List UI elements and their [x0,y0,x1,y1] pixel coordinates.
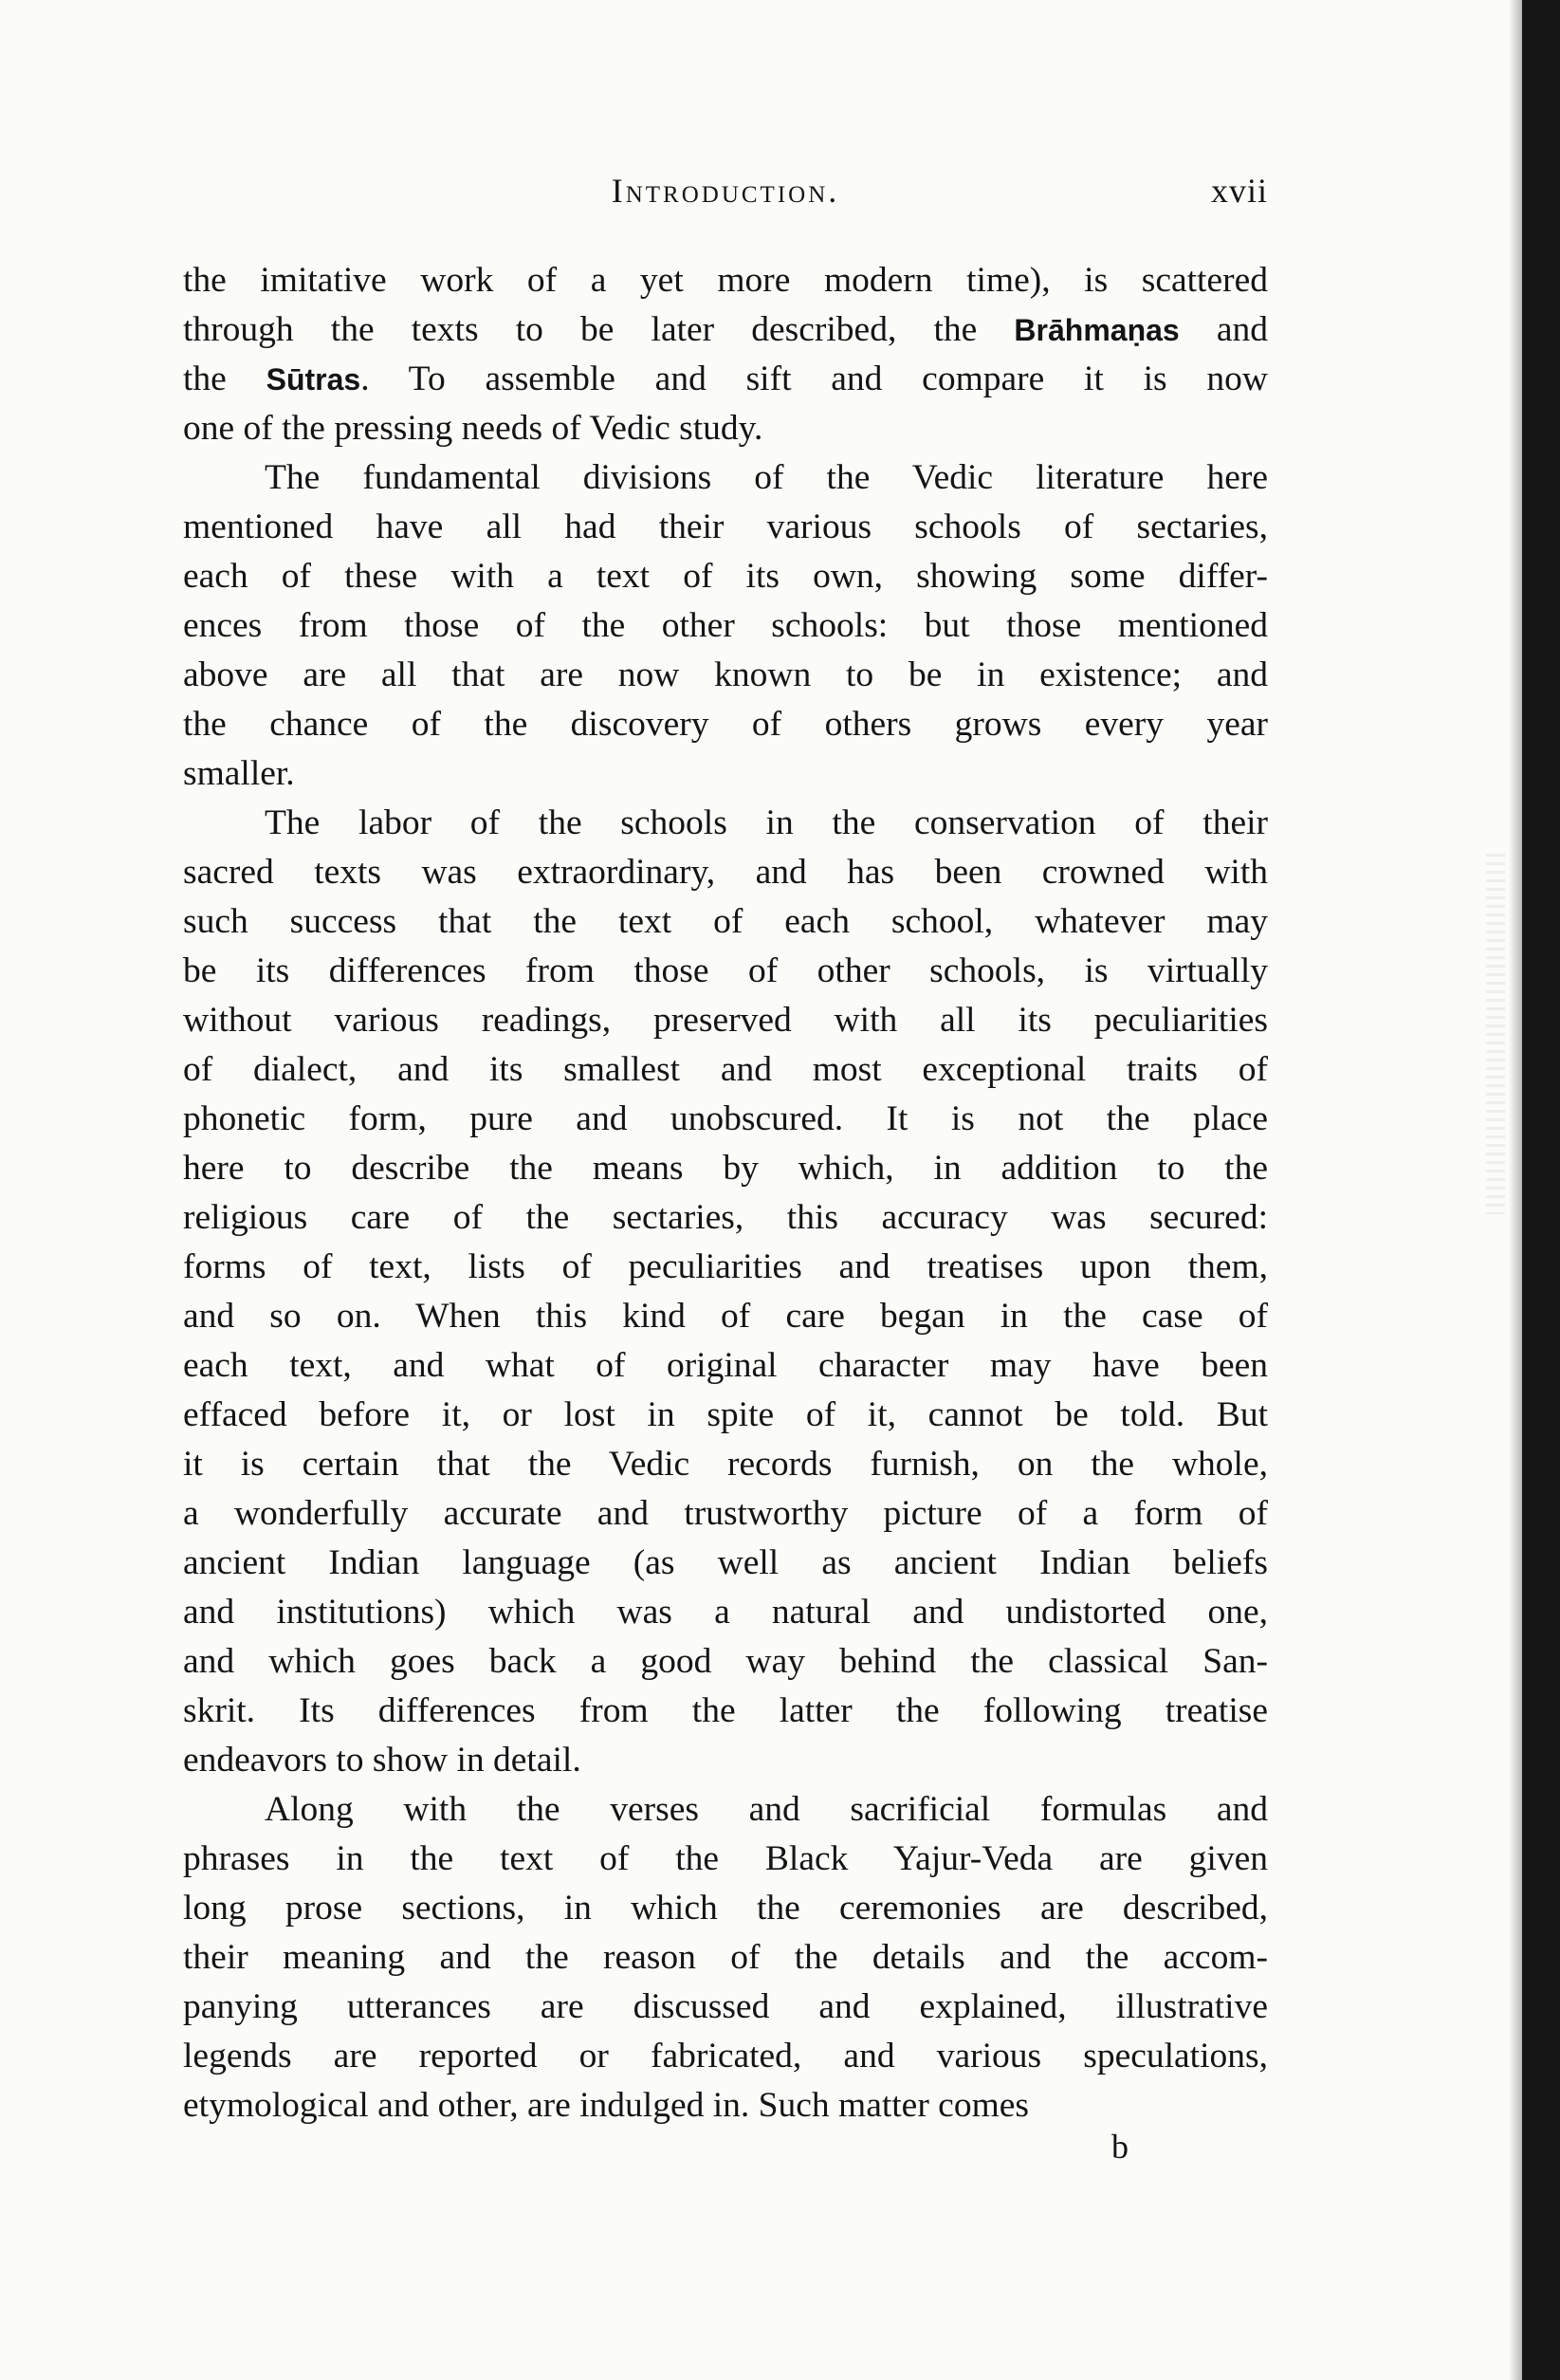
text-line: legends are reported or fabricated, and various speculations, [183,2037,1268,2076]
text-line: ancient Indian language (as well as ancient Indian beliefs [183,1543,1268,1582]
text-line: and institutions) which was a natural and undistorted one, [183,1593,1268,1632]
text-line: etymological and other, are indulged in. Such matter comes [183,2086,1029,2125]
text-line: be its differences from those of other schools, is virtually [183,951,1268,990]
page-edge [1522,0,1560,2380]
text-line: each text, and what of original character may have been [183,1346,1268,1385]
running-head [183,171,1268,218]
text-line: endeavors to show in detail. [183,1741,581,1780]
text-line: such success that the text of each school, whatever may [183,902,1268,941]
text-line: through the texts to be later described, the Brāhmaṇas and [183,310,1268,349]
text-line: and which goes back a good way behind the classical San- [183,1642,1268,1681]
text-line: forms of text, lists of peculiarities and treatises upon them, [183,1247,1268,1286]
text-line: the Sūtras. To assemble and sift and compare it is now [183,360,1268,398]
text-line: effaced before it, or lost in spite of it, cannot be told. But [183,1395,1268,1434]
scan-noise [1486,854,1505,1214]
text-line: ences from those of the other schools: but those mentioned [183,606,1268,645]
text-line: each of these with a text of its own, showing some differ- [183,557,1268,596]
text-line: the chance of the discovery of others grows every year [183,705,1268,744]
text-line: Along with the verses and sacrificial formulas and [265,1790,1268,1829]
text-line: mentioned have all had their various schools of sectaries, [183,507,1268,546]
text-line: their meaning and the reason of the details and the accom- [183,1938,1268,1977]
text-line: religious care of the sectaries, this accuracy was secured: [183,1198,1268,1237]
text-line: and so on. When this kind of care began in the case of [183,1297,1268,1336]
text-line: The fundamental divisions of the Vedic literature here [265,458,1268,497]
signature-mark: b [1111,2128,1129,2166]
text-line: phrases in the text of the Black Yajur-Veda are given [183,1839,1268,1878]
paragraph [183,256,1268,453]
text-line: of dialect, and its smallest and most exceptional traits of [183,1050,1268,1089]
paragraph [183,799,1268,1785]
text-line: the imitative work of a yet more modern time), is scattered [183,261,1268,300]
text-line: skrit. Its differences from the latter the following treatise [183,1691,1268,1730]
text-line: a wonderfully accurate and trustworthy picture of a form of [183,1494,1268,1533]
text-line: smaller. [183,754,295,793]
text-line: sacred texts was extraordinary, and has been crowned with [183,853,1268,892]
page-edge-shadow [1509,0,1522,2380]
text-line: above are all that are now known to be in existence; and [183,655,1268,694]
paragraph [183,453,1268,799]
text-line: panying utterances are discussed and explained, illustrative [183,1987,1268,2026]
text-line: without various readings, preserved with all its peculiarities [183,1001,1268,1040]
page-number: xvii [1210,172,1268,210]
text-line: here to describe the means by which, in addition to the [183,1149,1268,1188]
text-line: phonetic form, pure and unobscured. It is not the place [183,1099,1268,1138]
paragraph [183,1785,1268,2131]
body-text [183,256,1268,2131]
running-title: Introduction. [611,172,840,210]
text-line: it is certain that the Vedic records furnish, on the whole, [183,1445,1268,1484]
text-line: one of the pressing needs of Vedic study. [183,409,763,448]
text-line: long prose sections, in which the ceremonies are described, [183,1889,1268,1928]
text-line: The labor of the schools in the conservation of their [265,803,1268,842]
